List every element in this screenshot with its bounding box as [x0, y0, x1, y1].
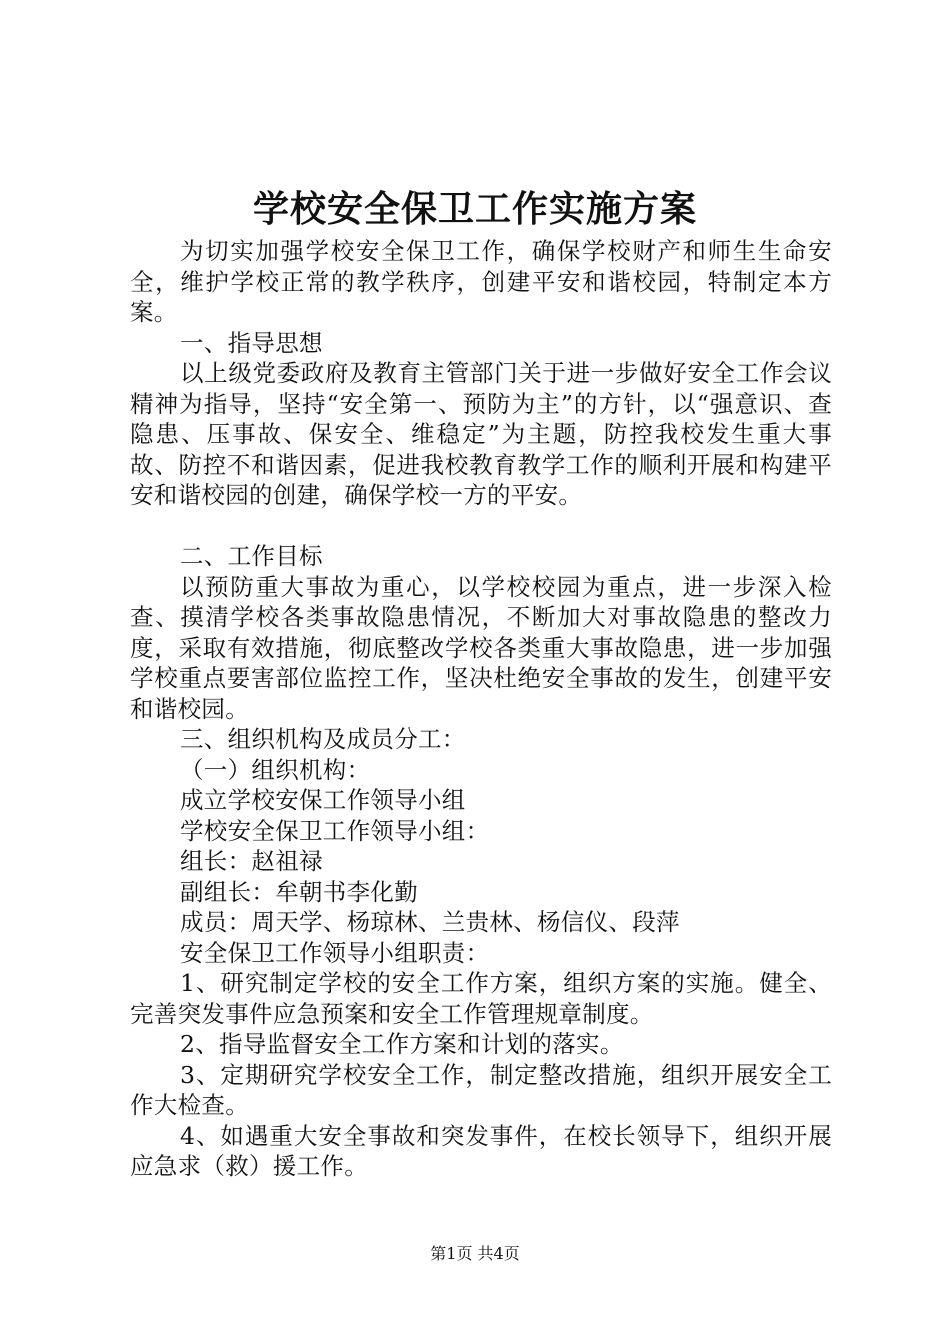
document-body [130, 236, 832, 1182]
line-responsibilities-heading: 安全保卫工作领导小组职责： [180, 938, 490, 967]
responsibility-item-2: 2、指导监督安全工作方案和计划的落实。 [180, 1030, 624, 1058]
section-heading-guiding-ideology: 一、指导思想 [180, 328, 323, 357]
line-group-leader: 组长：赵祖禄 [180, 847, 323, 875]
line-members: 成员：周天学、杨琼林、兰贵林、杨信仪、段萍 [180, 908, 680, 936]
document-title: 学校安全保卫工作实施方案 [252, 188, 697, 230]
line-group-heading: 学校安全保卫工作领导小组： [180, 816, 490, 845]
subheading-organization: （一）组织机构： [180, 755, 371, 784]
line-deputy-leader: 副组长：牟朝书李化勤 [180, 877, 418, 906]
page-number-footer: 第1页 共4页 [430, 1244, 520, 1263]
work-goals-paragraph: 以预防重大事故为重心，以学校校园为重点，进一步深入检查、摸清学校各类事故隐患情况，不断加大对事故隐患的整改力度，采取有效措施，彻底整改学校各类重大事故隐患，进一步加强学校重点要害部位监控工作，坚决杜绝安全事故的发生，创建平安和谐校园。 [130, 572, 832, 723]
responsibility-item-4: 4、如遇重大安全事故和突发事件，在校长领导下，组织开展应急求（救）援工作。 [130, 1121, 832, 1180]
line-establish-group: 成立学校安保工作领导小组 [180, 786, 466, 814]
blank-line [130, 511, 832, 542]
guiding-ideology-paragraph: 以上级党委政府及教育主管部门关于进一步做好安全工作会议精神为指导，坚持“安全第一、预防为主”的方针，以“强意识、查隐患、压事故、保安全、维稳定”为主题，防控我校发生重大事故、防控不和谐因素，促进我校教育教学工作的顺利开展和构建平安和谐校园的创建，确保学校一方的平安。 [130, 359, 832, 509]
responsibility-item-3: 3、定期研究学校安全工作，制定整改措施，组织开展安全工作大检查。 [130, 1060, 832, 1119]
responsibility-item-1: 1、研究制定学校的安全工作方案，组织方案的实施。健全、完善突发事件应急预案和安全工作管理规章制度。 [130, 969, 832, 1028]
section-heading-organization: 三、组织机构及成员分工： [180, 725, 466, 753]
section-heading-work-goals: 二、工作目标 [180, 542, 323, 570]
intro-paragraph: 为切实加强学校安全保卫工作，确保学校财产和师生生命安全，维护学校正常的教学秩序，创建平安和谐校园，特制定本方案。 [130, 237, 832, 326]
